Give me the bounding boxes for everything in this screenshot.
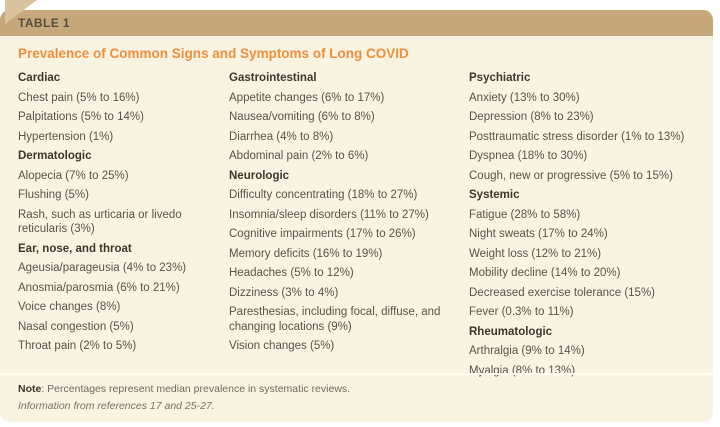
symptom-item: Throat pain (2% to 5%) <box>18 340 137 352</box>
symptom-item: Fever (0.3% to 11%) <box>469 306 574 318</box>
symptom-item: Dyspnea (18% to 30%) <box>469 150 588 162</box>
symptom-item: Cough, new or progressive (5% to 15%) <box>469 169 673 182</box>
symptom-item: Anosmia/parosmia (6% to 21%) <box>18 281 180 294</box>
note-line <box>18 383 695 395</box>
symptom-item: Nasal congestion (5%) <box>18 320 134 333</box>
table-column-3 <box>469 71 703 383</box>
page-fold-decoration <box>5 0 37 24</box>
symptom-item: Vision changes (5%) <box>229 340 335 352</box>
symptom-item: Flushing (5%) <box>18 189 89 201</box>
symptom-item: Diarrhea (4% to 8%) <box>229 130 334 143</box>
section-heading: Gastrointestinal <box>229 72 317 84</box>
symptom-item: Cognitive impairments (17% to 26%) <box>229 228 416 240</box>
section-heading: Dermatologic <box>18 150 92 162</box>
attribution-line: Information from references 17 and 25-27. <box>18 400 215 412</box>
symptom-item: Dizziness (3% to 4%) <box>229 286 339 299</box>
symptom-item: Difficulty concentrating (18% to 27%) <box>229 189 418 201</box>
symptom-item: Anxiety (13% to 30%) <box>469 91 580 104</box>
symptom-item: Palpitations (5% to 14%) <box>18 111 144 123</box>
symptom-item: Decreased exercise tolerance (15%) <box>469 286 656 299</box>
symptom-item: Voice changes (8%) <box>18 301 121 313</box>
table-header-band <box>0 10 713 36</box>
symptom-item: Rash, such as urticaria or livedo reticularis (3%) <box>18 208 182 235</box>
section-heading: Cardiac <box>18 72 61 84</box>
note-label: Note <box>18 383 42 395</box>
table-column-2 <box>229 71 469 383</box>
symptom-item: Night sweats (17% to 24%) <box>469 228 608 240</box>
symptom-item: Posttraumatic stress disorder (1% to 13%) <box>469 130 685 143</box>
table-card <box>0 10 713 422</box>
symptom-item: Mobility decline (14% to 20%) <box>469 267 621 279</box>
symptom-item: Hypertension (1%) <box>18 130 114 143</box>
section-heading: Ear, nose, and throat <box>18 242 132 255</box>
symptom-item: Myalgia (8% to 13%) <box>469 364 576 377</box>
table-footnote <box>0 373 713 422</box>
table-title: Prevalence of Common Signs and Symptoms of Long COVID <box>18 46 409 61</box>
symptom-item: Alopecia (7% to 25%) <box>18 169 129 182</box>
symptom-item: Nausea/vomiting (6% to 8%) <box>229 111 375 123</box>
table-columns <box>0 68 713 383</box>
symptom-item: Insomnia/sleep disorders (11% to 27%) <box>229 208 429 221</box>
symptom-item: Chest pain (5% to 16%) <box>18 91 140 104</box>
section-heading: Psychiatric <box>469 72 531 84</box>
symptom-item: Fatigue (28% to 58%) <box>469 208 581 221</box>
symptom-item: Headaches (5% to 12%) <box>229 267 354 279</box>
section-heading: Rheumatologic <box>469 325 553 338</box>
note-text: : Percentages represent median prevalence in systematic reviews. <box>41 383 351 395</box>
symptom-item: Paresthesias, including focal, diffuse, and changing locations (9%) <box>229 306 441 333</box>
symptom-item: Ageusia/parageusia (4% to 23%) <box>18 262 187 274</box>
section-heading: Systemic <box>469 189 520 201</box>
table-label: TABLE 1 <box>18 16 70 30</box>
table-column-1 <box>18 71 229 383</box>
symptom-item: Memory deficits (16% to 19%) <box>229 247 383 260</box>
section-heading: Neurologic <box>229 169 290 182</box>
symptom-item: Abdominal pain (2% to 6%) <box>229 150 369 162</box>
symptom-item: Depression (8% to 23%) <box>469 111 594 123</box>
symptom-item: Appetite changes (6% to 17%) <box>229 91 385 104</box>
symptom-item: Arthralgia (9% to 14%) <box>469 345 585 357</box>
symptom-item: Weight loss (12% to 21%) <box>469 247 602 260</box>
